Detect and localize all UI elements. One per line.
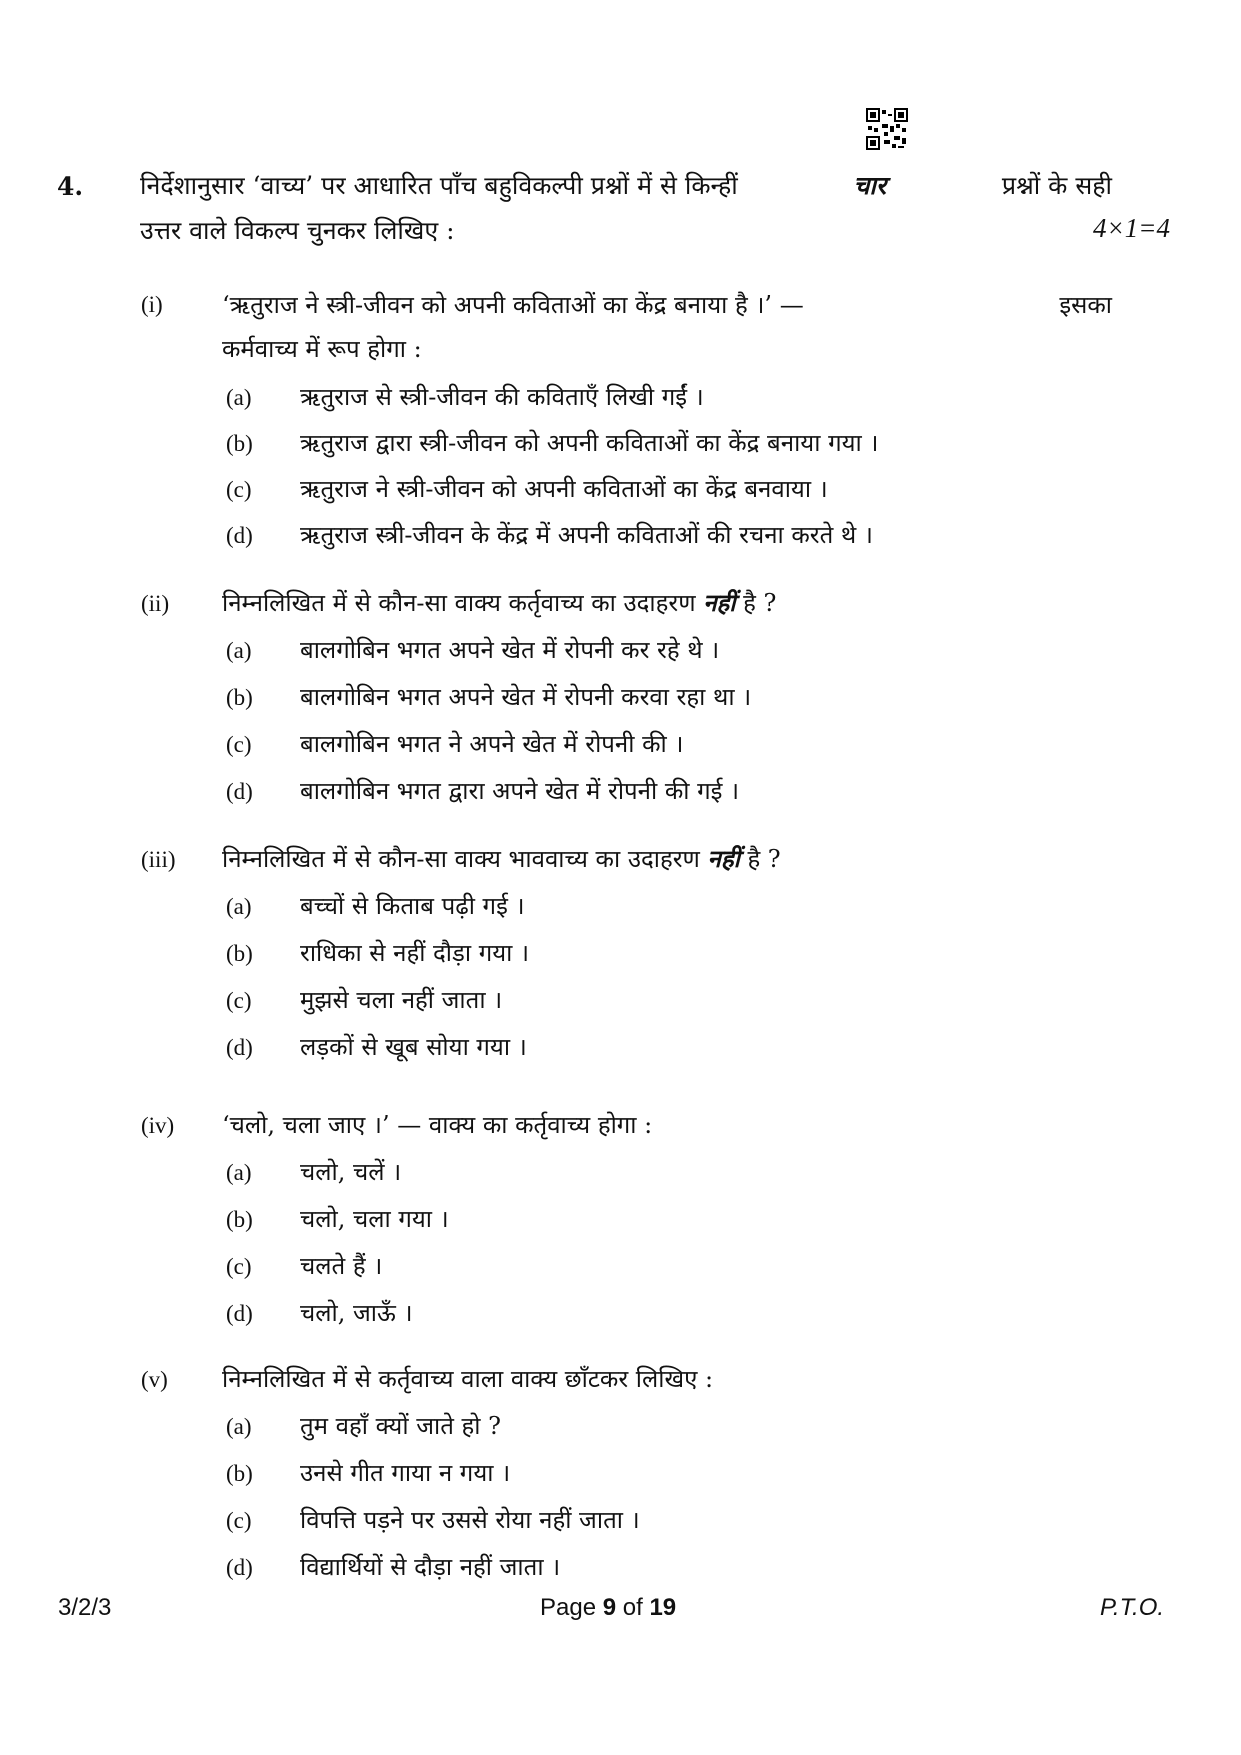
page-indicator bbox=[540, 1594, 676, 1622]
subquestion-stem bbox=[222, 842, 781, 875]
stem-text-b: है ? bbox=[747, 845, 781, 873]
option-c bbox=[226, 1503, 640, 1536]
option-b bbox=[226, 426, 878, 459]
option-a bbox=[226, 380, 704, 413]
option-text: बालगोबिन भगत ने अपने खेत में रोपनी की । bbox=[300, 730, 684, 758]
option-label: (d) bbox=[226, 1555, 253, 1580]
option-c bbox=[226, 472, 828, 505]
option-text: चलो, चला गया । bbox=[300, 1205, 449, 1233]
stem-text-a: निम्नलिखित में से कौन-सा वाक्य भाववाच्य का उदाहरण bbox=[222, 845, 700, 873]
question-marks: 4×1=4 bbox=[1093, 213, 1170, 243]
option-c bbox=[226, 983, 502, 1016]
option-text: चलो, चलें । bbox=[300, 1158, 402, 1186]
option-text: चलो, जाऊँ । bbox=[300, 1299, 413, 1327]
option-text: बालगोबिन भगत अपने खेत में रोपनी कर रहे थे । bbox=[300, 636, 720, 664]
option-text: लड़कों से खूब सोया गया । bbox=[300, 1033, 527, 1061]
option-b bbox=[226, 936, 529, 969]
page-current: 9 bbox=[602, 1594, 617, 1621]
instruction-text-b: प्रश्नों के सही bbox=[1001, 171, 1112, 200]
option-label: (c) bbox=[226, 732, 252, 757]
subquestion-stem-line2: कर्मवाच्य में रूप होगा : bbox=[222, 335, 422, 363]
option-label: (a) bbox=[226, 1160, 252, 1185]
stem-text-a: ‘ऋतुराज ने स्त्री-जीवन को अपनी कविताओं का केंद्र बनाया है ।’ — bbox=[222, 291, 804, 319]
instruction-text-a: निर्देशानुसार ‘वाच्य’ पर आधारित पाँच बहुविकल्पी प्रश्नों में से किन्हीं bbox=[140, 171, 738, 200]
option-label: (d) bbox=[226, 1035, 253, 1060]
option-text: बच्चों से किताब पढ़ी गई । bbox=[300, 892, 525, 920]
option-text: ऋतुराज द्वारा स्त्री-जीवन को अपनी कविताओं का केंद्र बनाया गया । bbox=[300, 429, 879, 457]
subquestion-number: (iv) bbox=[141, 1113, 175, 1138]
paper-code: 3/2/3 bbox=[58, 1594, 112, 1621]
subquestion-number: (iii) bbox=[141, 847, 176, 872]
question-number: 4. bbox=[57, 172, 84, 201]
option-label: (b) bbox=[226, 1207, 253, 1232]
option-text: बालगोबिन भगत अपने खेत में रोपनी करवा रहा था । bbox=[300, 683, 752, 711]
option-text: ऋतुराज ने स्त्री-जीवन को अपनी कविताओं का केंद्र बनवाया । bbox=[300, 475, 828, 503]
page-mid: of bbox=[616, 1594, 650, 1621]
option-text: उनसे गीत गाया न गया । bbox=[300, 1459, 511, 1487]
option-label: (d) bbox=[226, 523, 253, 548]
option-label: (b) bbox=[226, 1461, 253, 1486]
option-label: (c) bbox=[226, 988, 252, 1013]
instruction-text-line2: उत्तर वाले विकल्प चुनकर लिखिए : bbox=[140, 216, 455, 245]
subquestion-stem-line1 bbox=[222, 288, 1112, 321]
option-label: (b) bbox=[226, 431, 253, 456]
option-label: (d) bbox=[226, 779, 253, 804]
option-label: (a) bbox=[226, 385, 252, 410]
option-label: (c) bbox=[226, 1254, 252, 1279]
option-a bbox=[226, 633, 719, 666]
option-text: विपत्ति पड़ने पर उससे रोया नहीं जाता । bbox=[300, 1506, 640, 1534]
option-text: विद्यार्थियों से दौड़ा नहीं जाता । bbox=[300, 1553, 561, 1581]
option-label: (b) bbox=[226, 941, 253, 966]
option-b bbox=[226, 1456, 510, 1489]
stem-emphasis: नहीं bbox=[703, 588, 736, 617]
subquestion-stem: ‘चलो, चला जाए ।’ — वाक्य का कर्तृवाच्य होगा : bbox=[222, 1111, 653, 1139]
please-turn-over: P.T.O. bbox=[1100, 1594, 1165, 1621]
option-text: तुम वहाँ क्यों जाते हो ? bbox=[300, 1412, 501, 1440]
instruction-emphasis: चार bbox=[853, 171, 887, 200]
option-a bbox=[226, 1409, 501, 1442]
stem-emphasis: नहीं bbox=[707, 844, 740, 873]
option-d bbox=[226, 1296, 413, 1329]
option-label: (a) bbox=[226, 894, 252, 919]
option-a bbox=[226, 889, 525, 922]
stem-text-b: है ? bbox=[743, 589, 777, 617]
stem-text-a: निम्नलिखित में से कौन-सा वाक्य कर्तृवाच्य का उदाहरण bbox=[222, 589, 696, 617]
option-label: (c) bbox=[226, 1508, 252, 1533]
subquestion-number: (i) bbox=[141, 292, 163, 317]
option-text: बालगोबिन भगत द्वारा अपने खेत में रोपनी की गई । bbox=[300, 777, 740, 805]
page-total: 19 bbox=[649, 1594, 677, 1621]
stem-text-b: इसका bbox=[1059, 291, 1112, 319]
subquestion-stem bbox=[222, 586, 776, 619]
option-d bbox=[226, 774, 739, 807]
option-label: (a) bbox=[226, 1414, 252, 1439]
option-label: (c) bbox=[226, 477, 252, 502]
subquestion-number: (ii) bbox=[141, 591, 170, 616]
page-prefix: Page bbox=[540, 1594, 603, 1621]
option-a bbox=[226, 1155, 401, 1188]
qr-code-icon bbox=[866, 107, 908, 151]
option-label: (d) bbox=[226, 1301, 253, 1326]
option-text: ऋतुराज से स्त्री-जीवन की कविताएँ लिखी गईं । bbox=[300, 383, 704, 411]
option-text: चलते हैं । bbox=[300, 1252, 383, 1280]
option-text: मुझसे चला नहीं जाता । bbox=[300, 986, 503, 1014]
option-b bbox=[226, 680, 751, 713]
option-label: (b) bbox=[226, 685, 253, 710]
option-d bbox=[226, 518, 873, 551]
option-label: (a) bbox=[226, 638, 252, 663]
option-d bbox=[226, 1030, 527, 1063]
subquestion-number: (v) bbox=[141, 1367, 168, 1392]
option-c bbox=[226, 727, 683, 760]
option-b bbox=[226, 1202, 449, 1235]
question-instruction-line1 bbox=[140, 168, 1112, 202]
option-c bbox=[226, 1249, 382, 1282]
subquestion-stem: निम्नलिखित में से कर्तृवाच्य वाला वाक्य छाँटकर लिखिए : bbox=[222, 1365, 714, 1393]
option-d bbox=[226, 1550, 560, 1583]
option-text: ऋतुराज स्त्री-जीवन के केंद्र में अपनी कविताओं की रचना करते थे । bbox=[300, 521, 873, 549]
question-instruction-line2 bbox=[140, 213, 1170, 247]
option-text: राधिका से नहीं दौड़ा गया । bbox=[300, 939, 530, 967]
